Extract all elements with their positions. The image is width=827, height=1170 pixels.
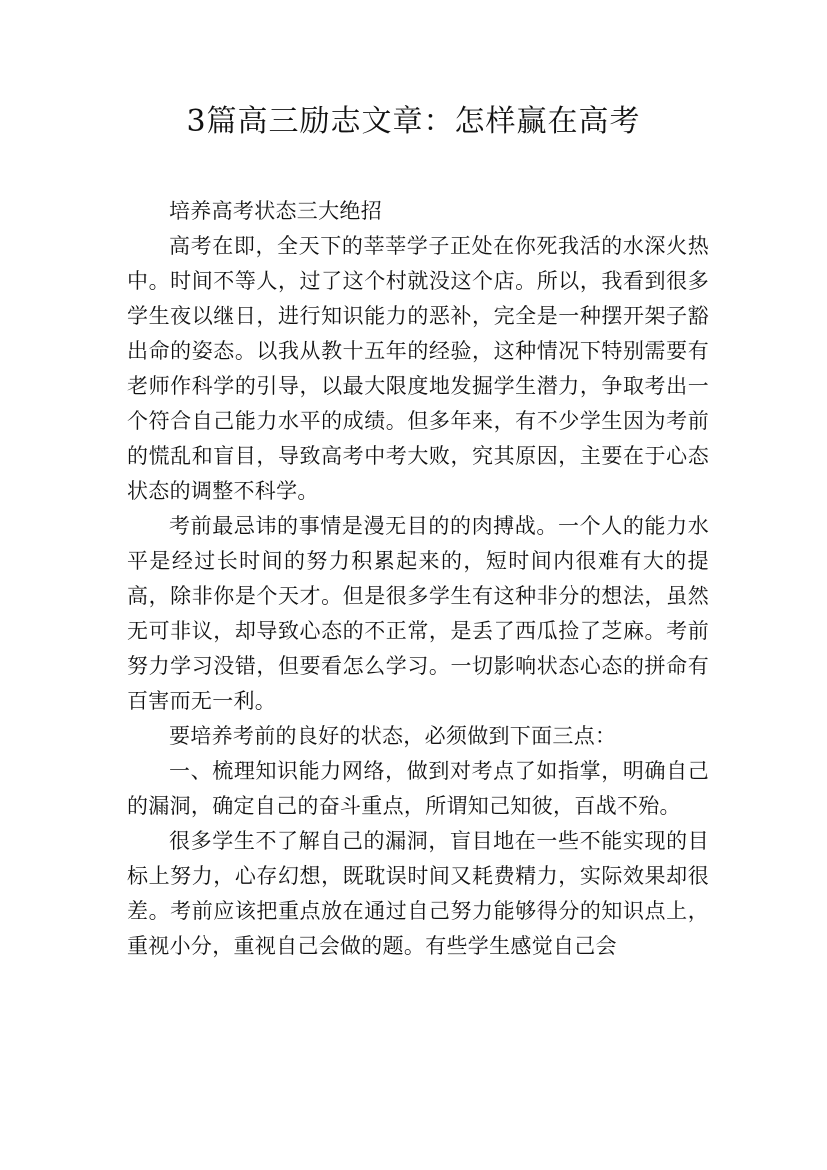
paragraph-3: 要培养考前的良好的状态，必须做到下面三点： bbox=[169, 724, 617, 748]
paragraph-2: 考前最忌讳的事情是漫无目的的肉搏战。一个人的能力水平是经过长时间的努力积累起来的，短时间内很难有大的提高，除非你是个天才。但是很多学生有这种非分的想法，虽然无可非议，却导致心态的不正常，是丢了西瓜捡了芝麻。考前努力学习没错，但要看怎么学习。一切影响状态心态的拼命有百害而无一利。 bbox=[127, 514, 709, 713]
document-title: 3篇高三励志文章：怎样赢在高考 bbox=[186, 104, 641, 139]
paragraph-4: 一、梳理知识能力网络，做到对考点了如指掌，明确自己的漏洞，确定自己的奋斗重点，所谓知己知彼，百战不殆。 bbox=[127, 759, 709, 818]
paragraph-1: 高考在即，全天下的莘莘学子正处在你死我活的水深火热中。时间不等人，过了这个村就没这个店。所以，我看到很多学生夜以继日，进行知识能力的恶补，完全是一种摆开架子豁出命的姿态。以我从教十五年的经验，这种情况下特别需要有老师作科学的引导，以最大限度地发掘学生潜力，争取考出一个符合自己能力水平的成绩。但多年来，有不少学生因为考前的慌乱和盲目，导致高考中考大败，究其原因，主要在于心态状态的调整不科学。 bbox=[127, 234, 709, 503]
section-heading: 培养高考状态三大绝招 bbox=[169, 199, 382, 223]
document-body bbox=[127, 194, 709, 964]
paragraph-5: 很多学生不了解自己的漏洞，盲目地在一些不能实现的目标上努力，心存幻想，既耽误时间又耗费精力，实际效果却很差。考前应该把重点放在通过自己努力能够得分的知识点上，重视小分，重视自己会做的题。有些学生感觉自己会 bbox=[127, 829, 709, 958]
